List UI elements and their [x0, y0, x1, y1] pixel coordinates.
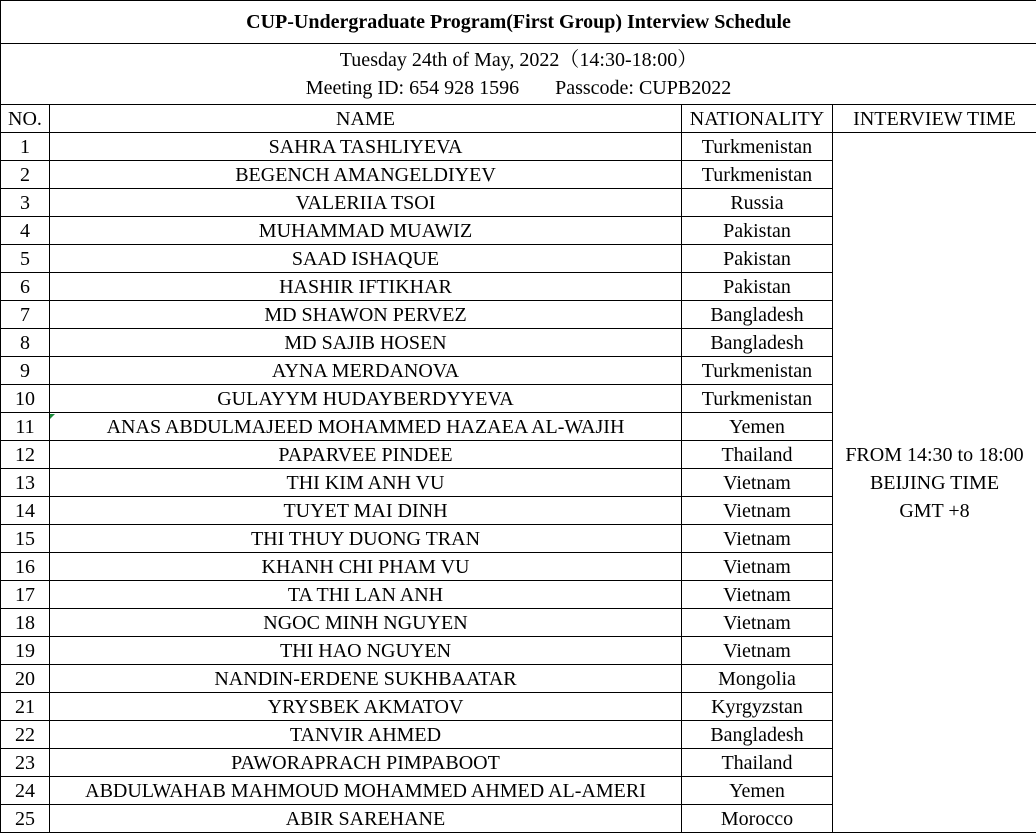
applicant-nationality: Yemen [682, 777, 833, 805]
applicant-nationality: Morocco [682, 805, 833, 833]
row-number: 9 [1, 357, 50, 385]
applicant-nationality: Turkmenistan [682, 385, 833, 413]
row-number: 14 [1, 497, 50, 525]
applicant-name: ABIR SAREHANE [50, 805, 682, 833]
row-number: 3 [1, 189, 50, 217]
row-number: 22 [1, 721, 50, 749]
row-number: 6 [1, 273, 50, 301]
row-number: 8 [1, 329, 50, 357]
applicant-nationality: Turkmenistan [682, 161, 833, 189]
applicant-name: NGOC MINH NGUYEN [50, 609, 682, 637]
row-number: 23 [1, 749, 50, 777]
cell-comment-marker [50, 414, 55, 419]
row-number: 21 [1, 693, 50, 721]
applicant-nationality: Vietnam [682, 497, 833, 525]
applicant-name: SAAD ISHAQUE [50, 245, 682, 273]
row-number: 13 [1, 469, 50, 497]
interview-time-line3: GMT +8 [899, 499, 970, 522]
applicant-nationality: Vietnam [682, 525, 833, 553]
applicant-name-text: ANAS ABDULMAJEED MOHAMMED HAZAEA AL-WAJIH [106, 415, 625, 438]
applicant-name: VALERIIA TSOI [50, 189, 682, 217]
applicant-name: BEGENCH AMANGELDIYEV [50, 161, 682, 189]
applicant-nationality: Turkmenistan [682, 133, 833, 161]
meeting-credentials [1, 74, 1036, 102]
applicant-name: MD SHAWON PERVEZ [50, 301, 682, 329]
applicant-nationality: Vietnam [682, 469, 833, 497]
applicant-name: GULAYYM HUDAYBERDYYEVA [50, 385, 682, 413]
row-number: 16 [1, 553, 50, 581]
applicant-nationality: Bangladesh [682, 301, 833, 329]
row-number: 17 [1, 581, 50, 609]
applicant-name: TUYET MAI DINH [50, 497, 682, 525]
applicant-name: PAWORAPRACH PIMPABOOT [50, 749, 682, 777]
applicant-name: MUHAMMAD MUAWIZ [50, 217, 682, 245]
applicant-nationality: Kyrgyzstan [682, 693, 833, 721]
interview-time-cell [833, 133, 1036, 833]
applicant-nationality: Russia [682, 189, 833, 217]
table-row [1, 133, 1036, 161]
header-name: NAME [50, 105, 682, 133]
applicant-name: KHANH CHI PHAM VU [50, 553, 682, 581]
row-number: 15 [1, 525, 50, 553]
row-number: 19 [1, 637, 50, 665]
meeting-passcode: Passcode: CUPB2022 [555, 77, 732, 99]
applicant-nationality: Turkmenistan [682, 357, 833, 385]
interview-time-line2: BEIJING TIME [869, 471, 1000, 494]
applicant-name: NANDIN-ERDENE SUKHBAATAR [50, 665, 682, 693]
row-number: 1 [1, 133, 50, 161]
row-number: 18 [1, 609, 50, 637]
applicant-nationality: Vietnam [682, 553, 833, 581]
applicant-nationality: Vietnam [682, 637, 833, 665]
row-number: 7 [1, 301, 50, 329]
applicant-nationality: Vietnam [682, 609, 833, 637]
applicant-nationality: Mongolia [682, 665, 833, 693]
applicant-nationality: Yemen [682, 413, 833, 441]
row-number: 11 [1, 413, 50, 441]
row-number: 10 [1, 385, 50, 413]
applicant-name: TANVIR AHMED [50, 721, 682, 749]
applicant-name: HASHIR IFTIKHAR [50, 273, 682, 301]
applicant-name: SAHRA TASHLIYEVA [50, 133, 682, 161]
row-number: 4 [1, 217, 50, 245]
header-interview-time: INTERVIEW TIME [833, 105, 1036, 133]
applicant-name: PAPARVEE PINDEE [50, 441, 682, 469]
interview-time-line1: FROM 14:30 to 18:00 [845, 443, 1024, 466]
row-number: 5 [1, 245, 50, 273]
applicant-name: THI THUY DUONG TRAN [50, 525, 682, 553]
applicant-name: THI HAO NGUYEN [50, 637, 682, 665]
header-row [1, 105, 1036, 133]
session-info [1, 44, 1036, 105]
applicant-name [50, 413, 682, 441]
applicant-nationality: Bangladesh [682, 329, 833, 357]
row-number: 20 [1, 665, 50, 693]
header-nationality: NATIONALITY [682, 105, 833, 133]
row-number: 12 [1, 441, 50, 469]
session-date: Tuesday 24th of May, 2022（14:30-18:00） [339, 49, 698, 71]
applicant-name: THI KIM ANH VU [50, 469, 682, 497]
applicant-nationality: Thailand [682, 441, 833, 469]
applicant-nationality: Bangladesh [682, 721, 833, 749]
applicant-nationality: Pakistan [682, 245, 833, 273]
applicant-nationality: Thailand [682, 749, 833, 777]
meeting-id: Meeting ID: 654 928 1596 [305, 77, 520, 99]
schedule-title: CUP-Undergraduate Program(First Group) Interview Schedule [1, 1, 1036, 44]
applicant-name: ABDULWAHAB MAHMOUD MOHAMMED AHMED AL-AMERI [50, 777, 682, 805]
applicant-nationality: Pakistan [682, 273, 833, 301]
header-no: NO. [1, 105, 50, 133]
row-number: 25 [1, 805, 50, 833]
applicant-nationality: Pakistan [682, 217, 833, 245]
applicant-name: TA THI LAN ANH [50, 581, 682, 609]
row-number: 2 [1, 161, 50, 189]
row-number: 24 [1, 777, 50, 805]
applicant-name: AYNA MERDANOVA [50, 357, 682, 385]
applicant-name: MD SAJIB HOSEN [50, 329, 682, 357]
applicant-nationality: Vietnam [682, 581, 833, 609]
applicant-name: YRYSBEK AKMATOV [50, 693, 682, 721]
